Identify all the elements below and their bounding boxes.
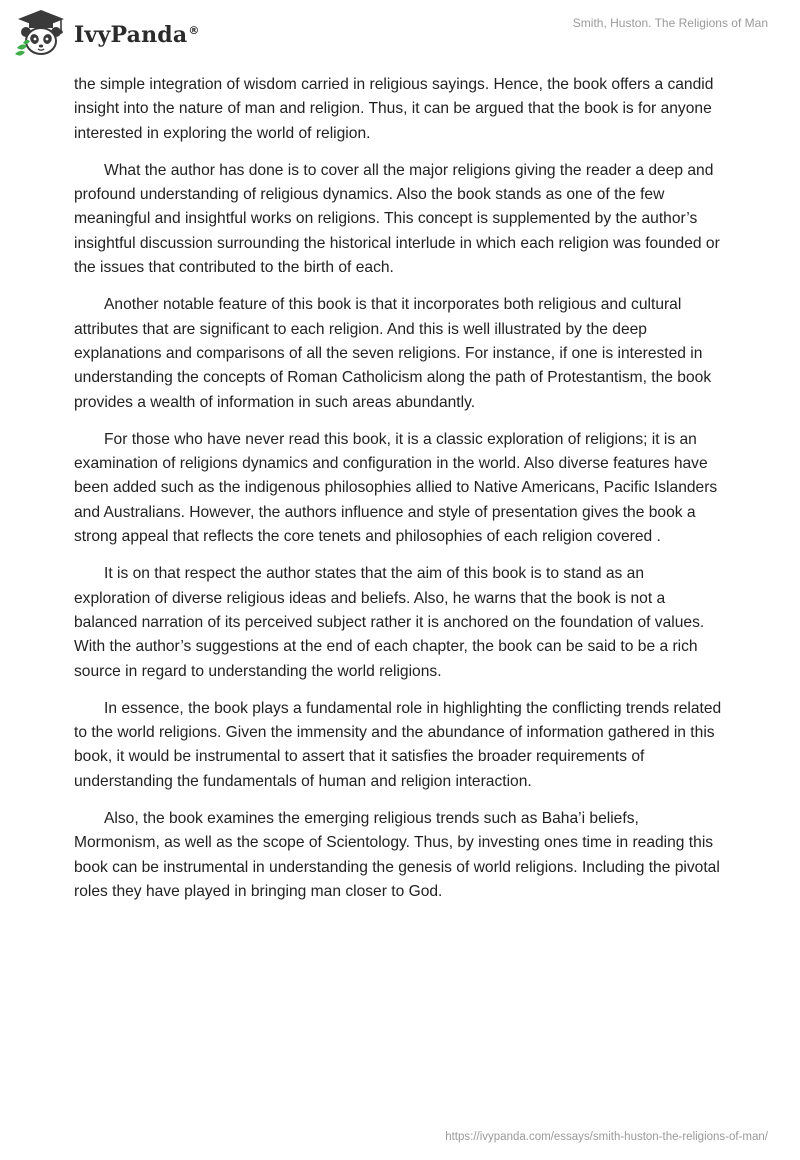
brand-name xyxy=(74,22,200,48)
paragraph-1: the simple integration of wisdom carried in religious sayings. Hence, the book offers a candid insight into the nature of man and religion. Thus, it can be argued that the book is for anyone interested in exploring the world of religion. xyxy=(74,76,714,142)
paragraph-3: Another notable feature of this book is that it incorporates both religious and cultural attributes that are significant to each religion. And this is well illustrated by the deep explanations and comparisons of all the seven religions. For instance, if one is interested in understanding the concepts of Roman Catholicism along the path of Protestantism, the book provides a wealth of information in such areas abundantly. xyxy=(74,296,712,411)
paragraph-6: In essence, the book plays a fundamental role in highlighting the conflicting trends related to the world religions. Given the immensity and the abundance of information gathered in this book, it would be instrumental to assert that it satisfies the broader requirements of understanding the fundamentals of human and religion interaction. xyxy=(74,699,722,790)
source-url-link[interactable]: https://ivypanda.com/essays/smith-huston-the-religions-of-man/ xyxy=(445,1131,768,1143)
registered-mark: ® xyxy=(188,23,200,37)
paragraph-2: What the author has done is to cover all the major religions giving the reader a deep and profound understanding of religious dynamics. Also the book stands as one of the few meaningful and insightful works on religions. This concept is supplemented by the author’s insightful discussion surrounding the historical interlude in which each religion was founded or the issues that contributed to the birth of each. xyxy=(74,161,720,277)
ivypanda-logo[interactable] xyxy=(14,8,200,58)
essay-body xyxy=(74,73,724,917)
paragraph-5: It is on that respect the author states that the aim of this book is to stand as an exploration of diverse religious ideas and beliefs. Also, he warns that the book is not a balanced narration of its perceived subject rather it is anchored on the foundation of values. With the author’s suggestions at the end of each chapter, the book can be said to be a rich source in regard to understanding the world religions. xyxy=(74,565,705,680)
page-header xyxy=(0,0,800,70)
panda-graduate-icon xyxy=(14,8,68,58)
brand-name-text: IvyPanda xyxy=(74,22,188,48)
paragraph-7: Also, the book examines the emerging religious trends such as Baha’i beliefs, Mormonism, as well as the scope of Scientology. Thus, by investing ones time in reading this book can be instrumental in understanding the genesis of world religions. Including the pivotal roles they have played in bringing man closer to God. xyxy=(74,810,720,900)
paragraph-4: For those who have never read this book, it is a classic exploration of religions; it is an examination of religions dynamics and configuration in the world. Also diverse features have been added such as the indigenous philosophies allied to Native Americans, Pacific Islanders and Australians. However, the authors influence and style of presentation gives the book a strong appeal that reflects the core tenets and philosophies of each religion covered . xyxy=(74,430,718,546)
document-title: Smith, Huston. The Religions of Man xyxy=(572,16,768,30)
